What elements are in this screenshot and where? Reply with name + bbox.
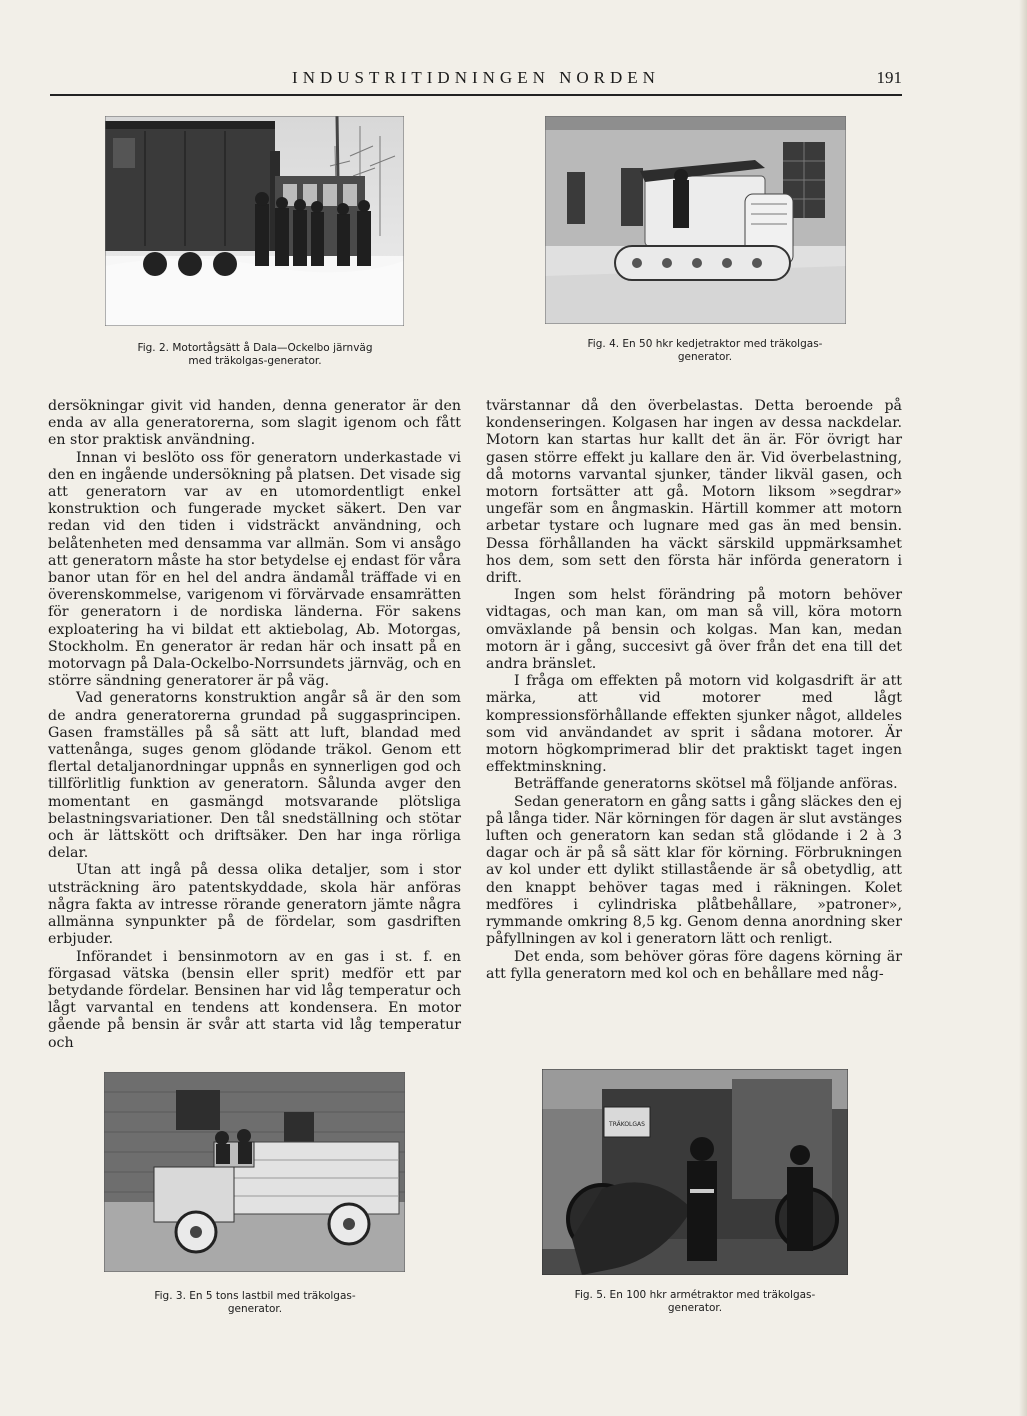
figure-5-photo bbox=[542, 1069, 848, 1275]
figure-4-photo bbox=[545, 116, 846, 324]
paragraph: dersökningar givit vid handen, denna generator är den enda av alla generatorerna, som slagit igenom och fått en stor praktisk användning. bbox=[48, 398, 461, 449]
paragraph: Utan att ingå på dessa olika detaljer, som i stor utsträckning äro patentskyddade, skola här anföras några fakta av intresse rörande generatorn jämte några allmänna synpunkter på de fördelar, som gasdriften erbjuder. bbox=[48, 862, 461, 948]
paragraph: Innan vi beslöto oss för generatorn underkastade vi den en ingående undersökning på platsen. Det visade sig att generatorn var av en utomordentligt enkel konstruktion och fungerade mycket säkert. Den var redan vid den tiden i vidsträckt användning, och belåtenheten med densamma var allmän. Som vi ansågo att generatorn måste ha stor betydelse ej endast för våra banor utan för en hel del andra ändamål träffade vi en överenskommelse, varigenom vi förvärvade ensamrätten för generatorn i de nordiska länderna. För sakens exploatering ha vi bildat ett aktiebolag, Ab. Motorgas, Stockholm. En generator är redan här och insatt på en motorvagn på Dala-Ockelbo-Norrsundets järnväg, och en större sändning generatorer är på väg. bbox=[48, 449, 461, 690]
train-photo-illustration bbox=[105, 116, 404, 326]
caption-line: generator. bbox=[667, 1302, 723, 1314]
paragraph: Det enda, som behöver göras före dagens körning är att fylla generatorn med kol och en behållare med någ- bbox=[486, 948, 902, 982]
figure-5-caption bbox=[542, 1289, 848, 1315]
figure-4-caption bbox=[545, 338, 865, 364]
figure-5 bbox=[542, 1069, 862, 1319]
caption-line: Fig. 2. Motortågsätt å Dala—Ockelbo järnväg bbox=[137, 342, 373, 354]
journal-title: INDUSTRITIDNINGEN NORDEN bbox=[292, 68, 660, 87]
tractor-photo-illustration bbox=[545, 116, 846, 324]
caption-line: med träkolgas-generator. bbox=[188, 355, 322, 367]
caption-line: generator. bbox=[677, 351, 733, 363]
figure-3-photo bbox=[104, 1072, 405, 1272]
right-column bbox=[486, 398, 902, 983]
left-column bbox=[48, 398, 461, 1052]
paragraph: Ingen som helst förändring på motorn behöver vidtagas, och man kan, om man så vill, köra motorn omväxlande på bensin och kolgas. Man kan, medan motorn är i gång, succesivt gå över från det ena till det andra bränslet. bbox=[486, 587, 902, 673]
paragraph: tvärstannar då den överbelastas. Detta beroende på kondenseringen. Kolgasen har ingen av dessa nackdelar. Motorn kan startas hur kallt det än är. För övrigt har gasen större effekt ju kallare den är. Vid överbelastning, då motorns varvantal sjunker, tänder likväl gasen, och motorn fortsätter att gå. Motorn liksom »segdrar» ungefär som en ångmaskin. Härtill kommer att motorn arbetar tystare och lugnare med gas än med bensin. Dessa förhållanden ha väckt särskild uppmärksamhet hos dem, som sett den första här införda generatorn i drift. bbox=[486, 398, 902, 587]
running-head bbox=[50, 66, 902, 96]
caption-line: generator. bbox=[227, 1303, 283, 1315]
paragraph: Vad generatorns konstruktion angår så är den som de andra generatorerna grundad på suggasprincipen. Gasen framställes på så sätt att luft, blandad med vattenånga, suges genom glödande träkol. Genom ett flertal detaljanordningar uppnås en synnerligen god och tillförlitlig funktion av generatorn. Sålunda avger den momentant en gasmängd motsvarande plötsliga belastningsvariationer. Den tål snedställning och stötar och är lättskött och driftsäker. Den har inga rörliga delar. bbox=[48, 690, 461, 862]
tractor-sign-text: TRÄKOLGAS bbox=[609, 1121, 645, 1128]
figure-2-photo bbox=[105, 116, 404, 326]
caption-line: Fig. 5. En 100 hkr armétraktor med träkolgas- bbox=[574, 1289, 816, 1301]
figure-2-caption bbox=[105, 342, 405, 368]
page-number: 191 bbox=[876, 68, 902, 87]
army-tractor-photo-illustration bbox=[542, 1069, 848, 1275]
paragraph: Beträffande generatorns skötsel må följande anföras. bbox=[514, 776, 898, 793]
truck-photo-illustration bbox=[104, 1072, 405, 1272]
figure-3-caption bbox=[104, 1290, 406, 1316]
figure-4 bbox=[545, 116, 847, 366]
figure-3 bbox=[104, 1072, 406, 1322]
paragraph: Införandet i bensinmotorn av en gas i st. f. en förgasad vätska (bensin eller sprit) medför ett par betydande fördelar. Bensinen har vid låg temperatur och lågt varvantal en tendens att kondensera. En motor gående på bensin är svår att starta vid låg temperatur och bbox=[48, 948, 461, 1051]
figure-2 bbox=[105, 116, 405, 378]
caption-line: Fig. 4. En 50 hkr kedjetraktor med träkolgas- bbox=[587, 338, 823, 350]
paragraph: I fråga om effekten på motorn vid kolgasdrift är att märka, att vid motorer med lågt kompressionsförhållande effekten sjunker något, alldeles som vid användandet av sprit i sådana motorer. Är motorn högkomprimerad blir det praktiskt taget ingen effektminskning. bbox=[486, 673, 902, 776]
paragraph: Sedan generatorn en gång satts i gång släckes den ej på långa tider. När körningen för dagen är slut avstänges luften och generatorn kan sedan stå glödande i 2 à 3 dagar och är på så sätt klar för körning. Förbrukningen av kol under ett dylikt stillastående är så obetydlig, att den knappt behöver tagas med i räkningen. Kolet medföres i cylindriska plåtbehållare, »patroner», rymmande omkring 8,5 kg. Genom denna anordning sker påfyllningen av kol i generatorn lätt och renligt. bbox=[486, 793, 902, 948]
page-edge bbox=[1019, 0, 1027, 1416]
caption-line: Fig. 3. En 5 tons lastbil med träkolgas- bbox=[154, 1290, 356, 1302]
